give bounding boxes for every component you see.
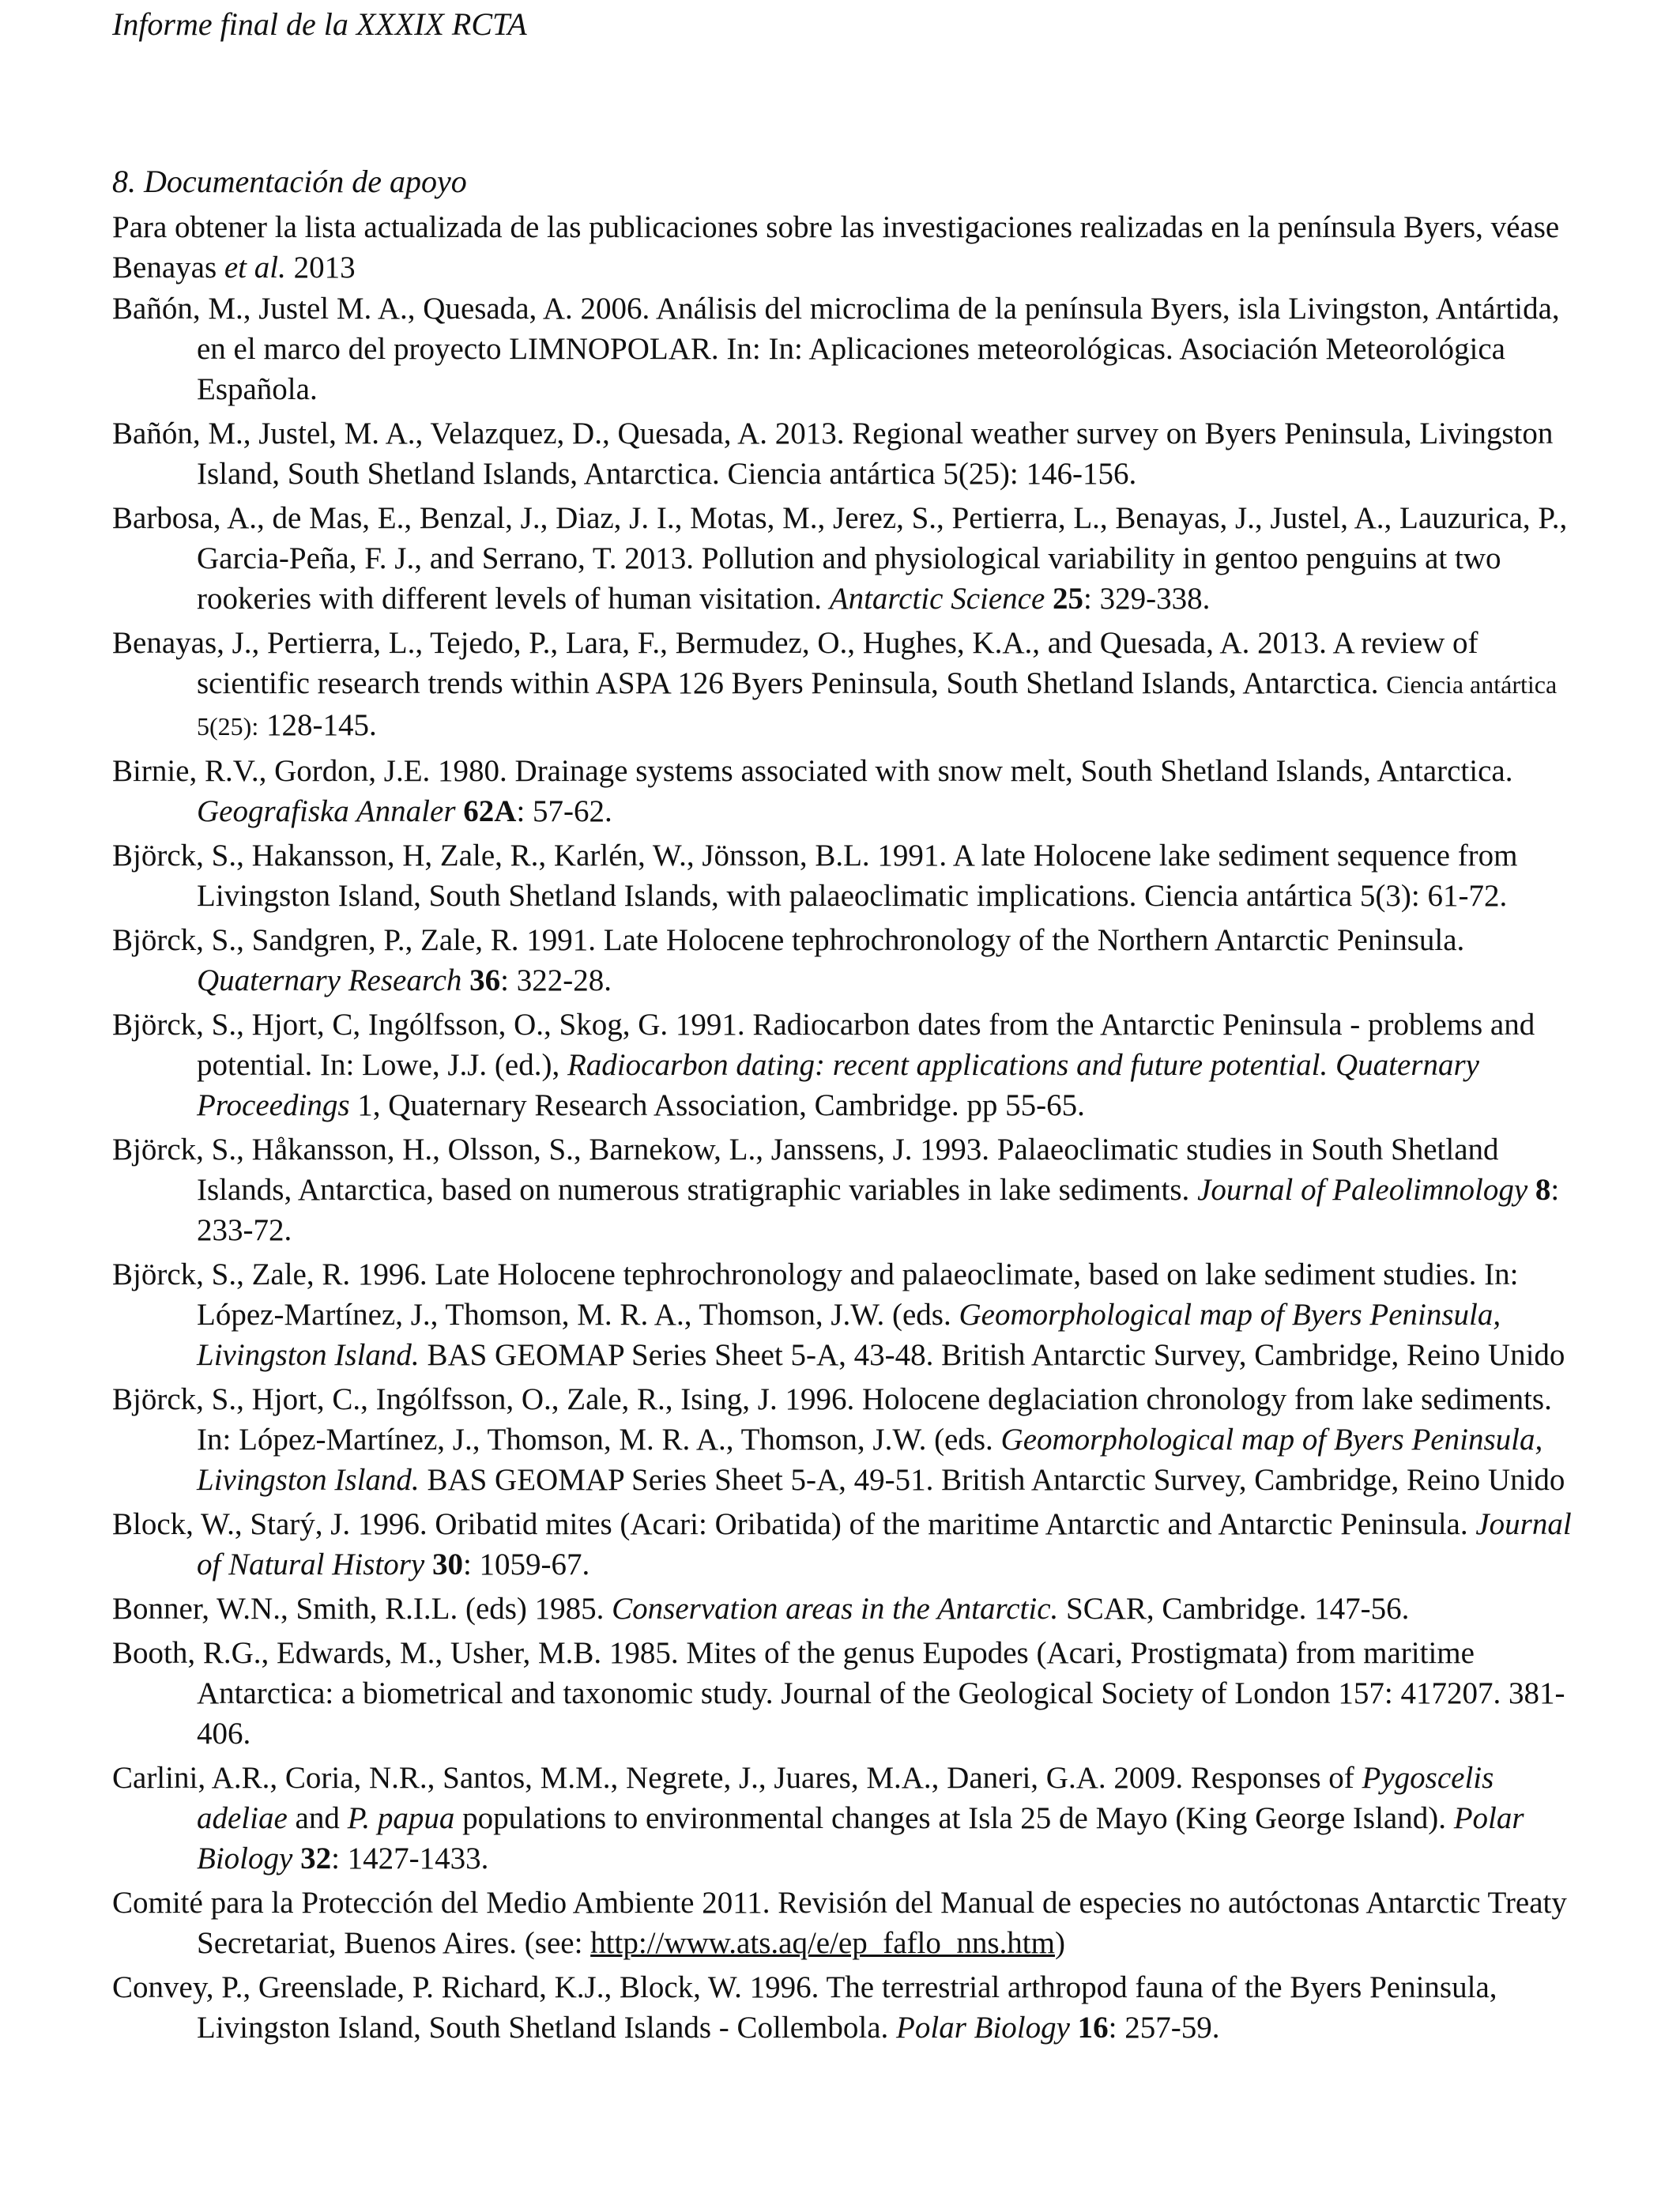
volume: 62A (463, 794, 517, 828)
volume: 8 (1527, 1173, 1551, 1207)
journal-small: Ciencia antártica 5(25): (197, 670, 1558, 741)
intro-etal: et al. (224, 251, 286, 285)
book-title: Conservation areas in the Antarctic. (612, 1592, 1059, 1626)
section-heading: 8. Documentación de apoyo (112, 164, 467, 199)
running-header: Informe final de la XXXIX RCTA (112, 6, 527, 42)
journal-title: Polar Biology (197, 1801, 1524, 1875)
reference-bjorck-1991b: Björck, S., Sandgren, P., Zale, R. 1991. Late Holocene tephrochronology of the Northern Antarctic Peninsula. Quaternary Research 36: 322-28. (112, 923, 1465, 997)
reference-booth-1985: Booth, R.G., Edwards, M., Usher, M.B. 1985. Mites of the genus Eupodes (Acari, Prostigmata) from maritime Antarctica: a biometrical and taxonomic study. Journal of the Geological Society of London 157: 417207. 381-406. (112, 1636, 1565, 1751)
journal-title: Antarctic Science (829, 582, 1045, 616)
species-name: Pygoscelis adeliae (197, 1761, 1494, 1835)
reference-bjorck-zale-1996: Björck, S., Zale, R. 1996. Late Holocene tephrochronology and palaeoclimate, based on lake sediment studies. In: López-Martínez, J., Thomson, M. R. A., Thomson, J.W. (eds. Geomorphological map of Byers Peninsula, Livingston Island. BAS GEOMAP Series Sheet 5-A, 43-48. British Antarctic Survey, Cambridge, Reino Unido (112, 1257, 1565, 1372)
reference-bjorck-1991c: Björck, S., Hjort, C, Ingólfsson, O., Skog, G. 1991. Radiocarbon dates from the Antarctic Peninsula - problems and potential. In: Lowe, J.J. (ed.), Radiocarbon dating: recent applications and future potential. Quaternary Proceedings 1, Quaternary Research Association, Cambridge. pp 55-65. (112, 1008, 1535, 1122)
intro-text: Para obtener la lista actualizada de las publicaciones sobre las investigaciones realizadas en la península Byers, véase Benayas (112, 210, 1560, 285)
journal-title: Radiocarbon dating: recent applications and future potential. Quaternary Proceedings (197, 1048, 1479, 1122)
book-title: Geomorphological map of Byers Peninsula, Livingston Island. (197, 1298, 1501, 1372)
volume: 30 (424, 1547, 463, 1581)
journal-title: Journal of Paleolimnology (1197, 1173, 1528, 1207)
intro-paragraph (112, 207, 1574, 288)
reference-banon-2006: Bañón, M., Justel M. A., Quesada, A. 2006. Análisis del microclima de la península Byers, isla Livingston, Antártida, en el marco del proyecto LIMNOPOLAR. In: In: Aplicaciones meteorológicas. Asociación Meteorológica Española. (112, 292, 1560, 406)
volume: 25 (1053, 582, 1084, 616)
reference-convey-1996: Convey, P., Greenslade, P. Richard, K.J., Block, W. 1996. The terrestrial arthropod fauna of the Byers Peninsula, Livingston Island, South Shetland Islands - Collembola. Polar Biology 16: 257-59. (112, 1970, 1497, 2045)
journal-title: Geografiska Annaler (197, 794, 456, 828)
reference-barbosa-2013: Barbosa, A., de Mas, E., Benzal, J., Diaz, J. I., Motas, M., Jerez, S., Pertierra, L., Benayas, J., Justel, A., Lauzurica, P., Garcia-Peña, F. J., and Serrano, T. 2013. Pollution and physiological variability in gentoo penguins at two rookeries with different levels of human visitation. Antarctic Science 25: 329-338. (112, 501, 1568, 616)
volume: 36 (461, 963, 501, 997)
reference-bjorck-1993: Björck, S., Håkansson, H., Olsson, S., Barnekow, L., Janssens, J. 1993. Palaeoclimatic studies in South Shetland Islands, Antarctica, based on numerous stratigraphic variables in lake sediments. Journal of Paleolimnology 8: 233-72. (112, 1133, 1560, 1247)
reference-bjorck-1991a: Björck, S., Hakansson, H, Zale, R., Karlén, W., Jönsson, B.L. 1991. A late Holocene lake sediment sequence from Livingston Island, South Shetland Islands, with palaeoclimatic implications. Ciencia antártica 5(3): 61-72. (112, 839, 1518, 913)
volume: 16 (1069, 2011, 1109, 2045)
reference-bjorck-1996: Björck, S., Hjort, C., Ingólfsson, O., Zale, R., Ising, J. 1996. Holocene deglaciation chronology from lake sediments. In: López-Martínez, J., Thomson, M. R. A., Thomson, J.W. (eds. Geomorphological map of Byers Peninsula, Livingston Island. BAS GEOMAP Series Sheet 5-A, 49-51. British Antarctic Survey, Cambridge, Reino Unido (112, 1382, 1565, 1497)
reference-cpa-2011: Comité para la Protección del Medio Ambiente 2011. Revisión del Manual de especies no autóctonas Antarctic Treaty Secretariat, Buenos Aires. (see: http://www.ats.aq/e/ep_faflo_nns.htm) (112, 1886, 1567, 1960)
species-name: P. papua (347, 1801, 455, 1835)
reference-bonner-1985: Bonner, W.N., Smith, R.I.L. (eds) 1985. Conservation areas in the Antarctic. SCAR, Cambridge. 147-56. (112, 1592, 1410, 1626)
reference-banon-2013: Bañón, M., Justel, M. A., Velazquez, D., Quesada, A. 2013. Regional weather survey on Byers Peninsula, Livingston Island, South Shetland Islands, Antarctica. Ciencia antártica 5(25): 146-156. (112, 417, 1554, 491)
reference-carlini-2009: Carlini, A.R., Coria, N.R., Santos, M.M., Negrete, J., Juares, M.A., Daneri, G.A. 2009. Responses of Pygoscelis adeliae and P. papua populations to environmental changes at Isla 25 de Mayo (King George Island). Polar Biology 32: 1427-1433. (112, 1761, 1524, 1875)
journal-title: Journal of Natural History (197, 1507, 1572, 1581)
reference-list (112, 288, 1582, 2052)
reference-birnie-1980: Birnie, R.V., Gordon, J.E. 1980. Drainage systems associated with snow melt, South Shetland Islands, Antarctica. Geografiska Annaler 62A: 57-62. (112, 754, 1513, 828)
volume: 32 (292, 1842, 332, 1875)
ats-link[interactable]: http://www.ats.aq/e/ep_faflo_nns.htm (590, 1926, 1055, 1960)
reference-benayas-2013: Benayas, J., Pertierra, L., Tejedo, P., Lara, F., Bermudez, O., Hughes, K.A., and Quesada, A. 2013. A review of scientific research trends within ASPA 126 Byers Peninsula, South Shetland Islands, Antarctica. Ciencia antártica 5(25): 128-145. (112, 626, 1558, 742)
book-title: Geomorphological map of Byers Peninsula, Livingston Island. (197, 1423, 1543, 1497)
journal-title: Polar Biology (896, 2011, 1070, 2045)
intro-year: 2013 (285, 251, 356, 285)
reference-block-1996: Block, W., Starý, J. 1996. Oribatid mites (Acari: Oribatida) of the maritime Antarctic and Antarctic Peninsula. Journal of Natural History 30: 1059-67. (112, 1507, 1572, 1581)
journal-title: Quaternary Research (197, 963, 462, 997)
